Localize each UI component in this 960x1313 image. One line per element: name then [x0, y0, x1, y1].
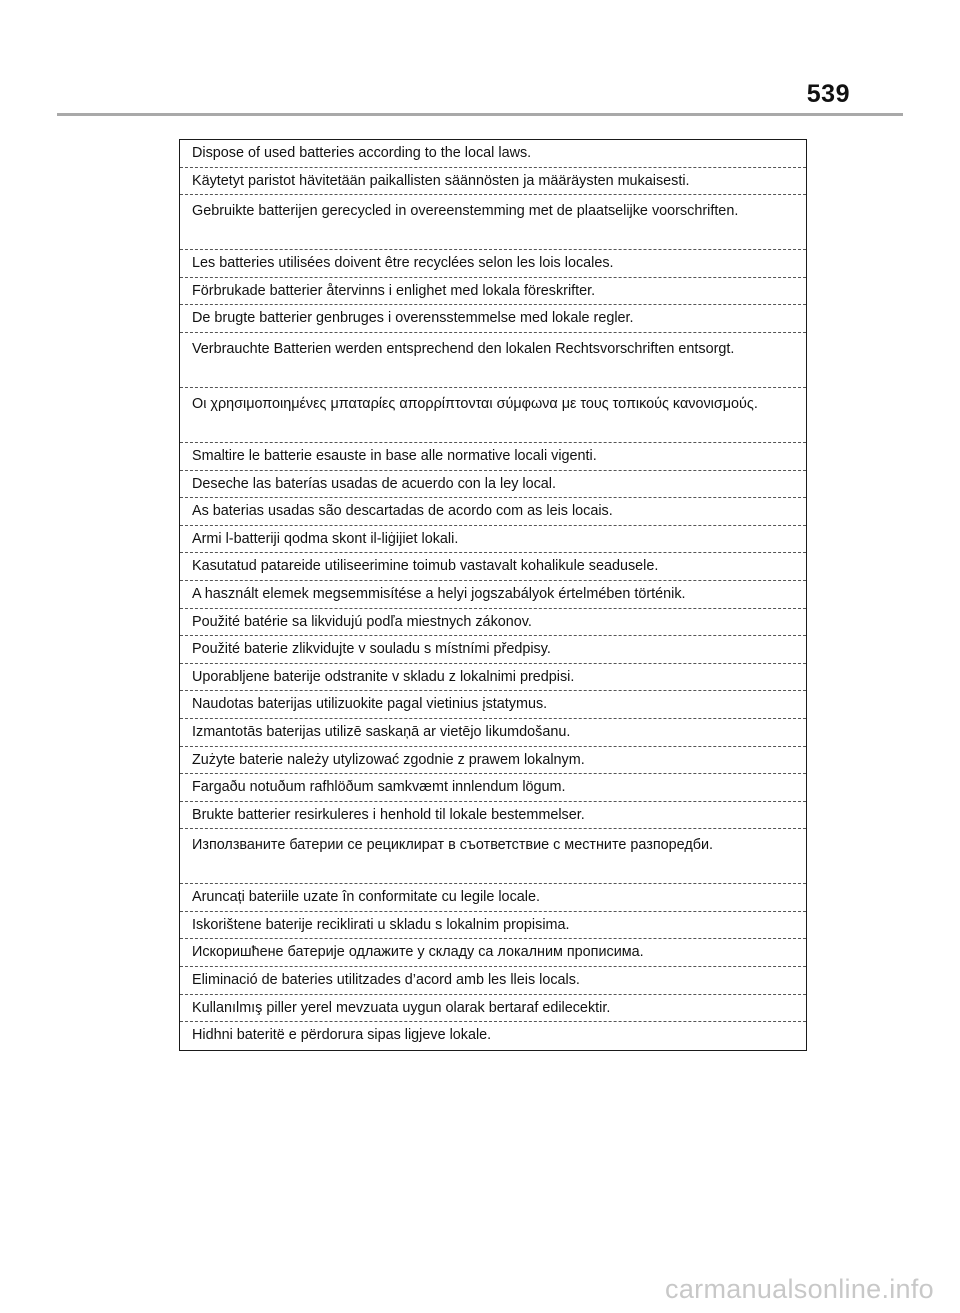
table-row-da: De brugte batterier genbruges i overensstemmelse med lokale regler. [180, 305, 806, 333]
table-row-pt: As baterias usadas são descartadas de acordo com as leis locais. [180, 498, 806, 526]
table-row-tr: Kullanılmış piller yerel mevzuata uygun olarak bertaraf edilecektir. [180, 995, 806, 1023]
table-row-is: Fargaðu notuðum rafhlöðum samkvæmt innlendum lögum. [180, 774, 806, 802]
header-rule [57, 113, 903, 116]
table-row-it: Smaltire le batterie esauste in base alle normative locali vigenti. [180, 443, 806, 471]
table-row-mt: Armi l-batteriji qodma skont il-liġijiet lokali. [180, 526, 806, 554]
page-number: 539 [806, 80, 850, 108]
table-row-sv: Förbrukade batterier återvinns i enlighet med lokala föreskrifter. [180, 278, 806, 306]
table-row-sr: Искоришћене батерије одлажите у складу са локалним прописима. [180, 939, 806, 967]
table-row-en: Dispose of used batteries according to the local laws. [180, 140, 806, 168]
table-row-hu: A használt elemek megsemmisítése a helyi jogszabályok értelmében történik. [180, 581, 806, 609]
table-row-fi: Käytetyt paristot hävitetään paikallisten säännösten ja määräysten mukaisesti. [180, 168, 806, 196]
table-row-de: Verbrauchte Batterien werden entsprechend den lokalen Rechtsvorschriften entsorgt. [180, 333, 806, 388]
table-row-et: Kasutatud patareide utiliseerimine toimub vastavalt kohalikule seadusele. [180, 553, 806, 581]
table-row-es: Deseche las baterías usadas de acuerdo con la ley local. [180, 471, 806, 499]
table-row-sk: Použité batérie sa likvidujú podľa miestnych zákonov. [180, 609, 806, 637]
site-watermark: carmanualsonline.info [665, 1274, 934, 1304]
table-row-no: Brukte batterier resirkuleres i henhold til lokale bestemmelser. [180, 802, 806, 830]
table-row-sl: Uporabljene baterije odstranite v skladu z lokalnimi predpisi. [180, 664, 806, 692]
table-row-ro: Aruncați bateriile uzate în conformitate cu legile locale. [180, 884, 806, 912]
table-row-fr: Les batteries utilisées doivent être recyclées selon les lois locales. [180, 250, 806, 278]
table-row-cs: Použité baterie zlikvidujte v souladu s místními předpisy. [180, 636, 806, 664]
battery-disposal-table [179, 139, 807, 1051]
table-row-el: Οι χρησιμοποιημένες μπαταρίες απορρίπτονται σύμφωνα με τους τοπικούς κανονισμούς. [180, 388, 806, 443]
table-row-lt: Naudotas baterijas utilizuokite pagal vietinius įstatymus. [180, 691, 806, 719]
table-row-nl: Gebruikte batterijen gerecycled in overeenstemming met de plaatselijke voorschriften. [180, 195, 806, 250]
table-row-lv: Izmantotās baterijas utilizē saskaņā ar vietējo likumdošanu. [180, 719, 806, 747]
table-row-ca: Eliminació de bateries utilitzades d’acord amb les lleis locals. [180, 967, 806, 995]
table-row-sq: Hidhni bateritë e përdorura sipas ligjeve lokale. [192, 1027, 492, 1044]
table-row-bg: Използваните батерии се рециклират в съответствие с местните разпоредби. [180, 829, 806, 884]
table-row-pl: Zużyte baterie należy utylizować zgodnie z prawem lokalnym. [180, 747, 806, 775]
table-row-hr: Iskorištene baterije reciklirati u skladu s lokalnim propisima. [180, 912, 806, 940]
